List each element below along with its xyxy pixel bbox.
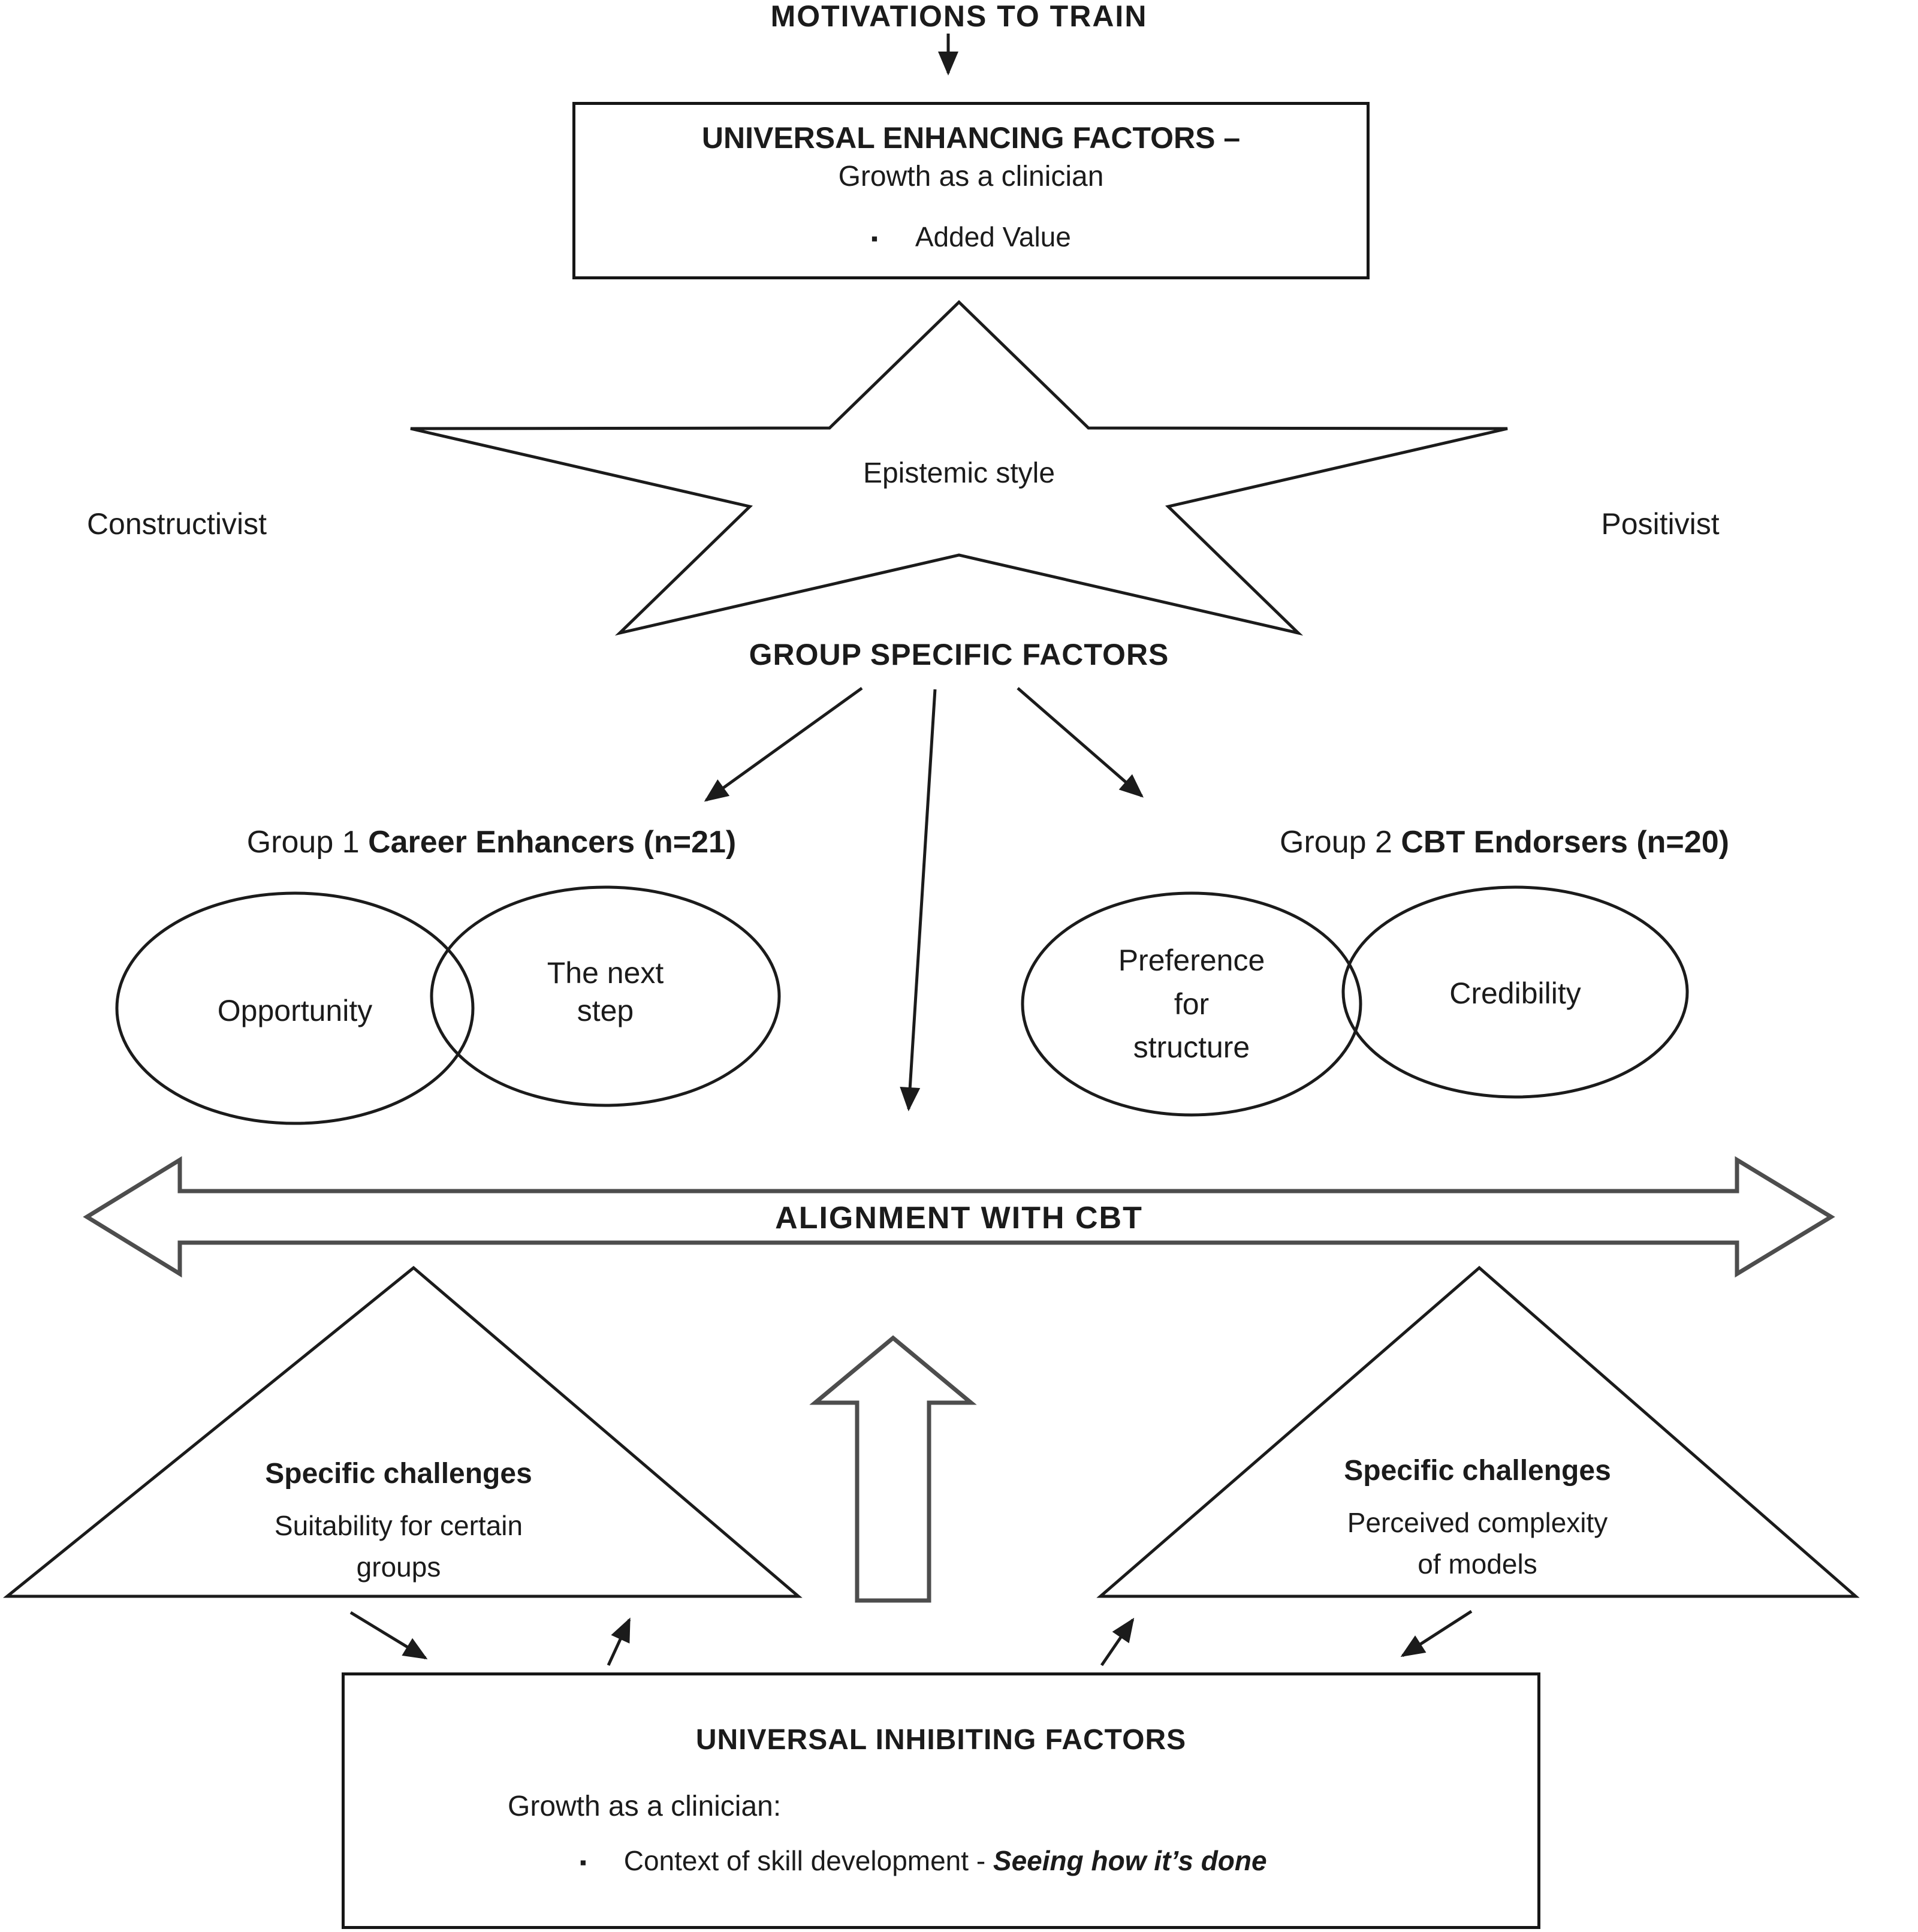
group-specific-factors-label: GROUP SPECIFIC FACTORS <box>749 638 1169 671</box>
left-triangle-to-box-arrow <box>351 1612 426 1658</box>
opportunity-label: Opportunity <box>217 994 373 1027</box>
group1-title-prefix: Group 1 <box>246 825 369 860</box>
gsf-arrow-middle <box>909 689 935 1109</box>
credibility-label: Credibility <box>1449 976 1581 1010</box>
inhibiting-box-bullet-italic: Seeing how it’s done <box>993 1845 1267 1876</box>
right-triangle-line1: Perceived complexity <box>1347 1507 1608 1538</box>
gsf-arrow-right <box>1018 688 1142 796</box>
alignment-with-cbt-label: ALIGNMENT WITH CBT <box>775 1201 1143 1235</box>
enhancing-box-subheading: Growth as a clinician <box>838 161 1104 192</box>
inhibiting-box-bullet-line <box>580 1844 1537 1877</box>
bullet-square-icon <box>871 221 915 252</box>
inhibiting-box-bullet-text: Context of skill development - <box>623 1845 993 1876</box>
enhancing-box-heading: UNIVERSAL ENHANCING FACTORS – <box>701 121 1241 155</box>
left-triangle-text <box>189 1452 608 1588</box>
right-triangle-line2: of models <box>1418 1548 1537 1580</box>
gsf-arrow-left <box>706 688 862 800</box>
right-triangle-heading: Specific challenges <box>1344 1455 1611 1487</box>
preference-line2: for <box>1174 987 1210 1021</box>
inhibiting-box-line1: Growth as a clinician: <box>508 1791 782 1822</box>
left-triangle-heading: Specific challenges <box>265 1458 532 1490</box>
next-step-line2: step <box>577 993 634 1027</box>
inhibiting-box-heading: UNIVERSAL INHIBITING FACTORS <box>695 1724 1187 1756</box>
preference-line3: structure <box>1133 1030 1250 1064</box>
enhancing-box-bullet-line <box>575 221 1367 253</box>
group1-title-bold: Career Enhancers (n=21) <box>368 825 737 860</box>
up-block-arrow <box>815 1338 971 1601</box>
spectrum-left-label: Constructivist <box>86 507 267 541</box>
group2-title-bold: CBT Endorsers (n=20) <box>1401 825 1729 860</box>
group2-title-prefix: Group 2 <box>1280 825 1401 860</box>
bullet-square-icon <box>580 1845 624 1876</box>
left-triangle-line1: Suitability for certain <box>274 1510 523 1541</box>
right-triangle-text <box>1268 1449 1687 1585</box>
spectrum-right-label: Positivist <box>1601 507 1720 541</box>
page-title: MOTIVATIONS TO TRAIN <box>770 0 1148 33</box>
preference-structure-label <box>1072 939 1311 1069</box>
box-to-right-triangle-arrow <box>1102 1620 1133 1665</box>
next-step-label <box>485 954 725 1029</box>
enhancing-box-bullet-text: Added Value <box>915 221 1071 252</box>
right-triangle-to-box-arrow <box>1403 1611 1471 1656</box>
universal-enhancing-factors-box <box>572 102 1370 279</box>
group1-title <box>174 823 809 862</box>
preference-line1: Preference <box>1118 944 1265 977</box>
box-to-left-triangle-arrow <box>608 1620 629 1665</box>
next-step-line1: The next <box>547 956 664 990</box>
universal-inhibiting-factors-box <box>342 1672 1540 1929</box>
epistemic-style-label: Epistemic style <box>863 457 1055 489</box>
group2-title <box>1217 823 1792 862</box>
left-triangle-line2: groups <box>356 1551 441 1583</box>
